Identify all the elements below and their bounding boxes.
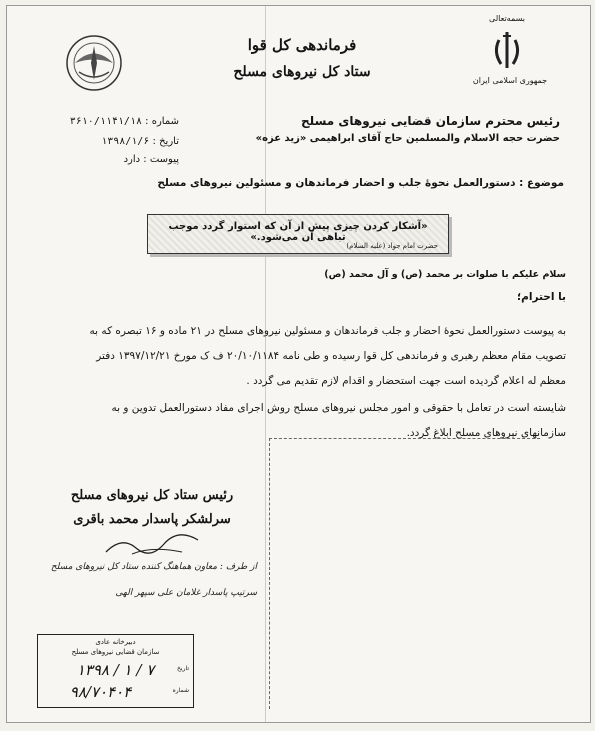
header-line-1: فرماندهی کل قوا bbox=[247, 36, 357, 54]
greeting: با احترام؛ bbox=[516, 291, 566, 303]
date-value: ۱۳۹۸/۱/۶ bbox=[101, 136, 150, 147]
body-line-4: شایسته است در تعامل با حقوقی و امور مجلس نیروهای مسلح روش اجرای مفاد دستورالعمل تدوین و به bbox=[111, 402, 566, 414]
signature-name: سرلشکر پاسدار محمد باقری bbox=[73, 512, 231, 527]
emblem-top-text: بسمه‌تعالی bbox=[489, 14, 525, 23]
body-line-2: تصویب مقام معظم رهبری و فرماندهی کل قوا رسیده و طی نامه ۲۰/۱۰/۱۱۸۴ ف ک مورخ ۱۳۹۷/۱۲/۲۱ دفتر bbox=[96, 350, 566, 362]
stamp-number: ۹۸/۷۰۴۰۴ bbox=[69, 683, 132, 701]
stamp-number-label: شماره bbox=[172, 687, 189, 694]
header-line-2: ستاد کل نیروهای مسلح bbox=[233, 64, 371, 80]
number-label: شماره : bbox=[145, 116, 179, 127]
stamp-date-label: تاریخ bbox=[177, 665, 189, 672]
quote-text: «آشکار کردن چیزی پیش از آن که استوار گردد موجب تباهی آن می‌شود.» bbox=[168, 221, 428, 243]
letter-date bbox=[69, 136, 179, 147]
subject-line: موضوع : دستورالعمل نحوهٔ جلب و احضار فرماندهان و مسئولین نیروهای مسلح bbox=[157, 177, 564, 189]
number-value: ۳۶۱۰/۱۱۴۱/۱۸ bbox=[69, 116, 142, 127]
body-line-3: معظم له اعلام گردیده است جهت استحضار و اقدام لازم تقدیم می گردد . bbox=[246, 375, 566, 387]
body-line-5: سازمانهای نیروهای مسلح ابلاغ گردد. bbox=[406, 427, 566, 439]
stamp-date: ۱۳۹۸ / ۱ / ۷ bbox=[76, 661, 155, 679]
signature-title: رئیس ستاد کل نیروهای مسلح bbox=[70, 488, 234, 503]
document-page bbox=[6, 5, 591, 723]
armed-forces-seal-icon bbox=[65, 34, 123, 92]
date-label: تاریخ : bbox=[152, 136, 179, 147]
stamp-line-1: دبیرخانه عادی bbox=[95, 638, 136, 646]
body-line-1: به پیوست دستورالعمل نحوهٔ احضار و جلب فرماندهان و مسئولین نیروهای مسلح در ۲۱ ماده و ۱۶ تبصره که به bbox=[89, 325, 566, 337]
emblem-caption: جمهوری اسلامی ایران bbox=[472, 76, 548, 85]
iran-emblem-icon bbox=[489, 28, 525, 72]
recipient-title: رئیس محترم سازمان قضایی نیروهای مسلح bbox=[301, 114, 560, 128]
salutation: سلام علیکم با صلوات بر محمد (ص) و آل محمد (ص) bbox=[324, 269, 566, 280]
letter-number bbox=[69, 116, 179, 127]
signature-scribble-icon bbox=[102, 534, 212, 562]
quote-box bbox=[147, 214, 449, 254]
stamp-line-2: سازمان قضایی نیروهای مسلح bbox=[71, 648, 160, 656]
attachment-note: پیوست : دارد bbox=[123, 154, 179, 165]
handwritten-line-2: سرتیپ پاسدار غلامان علی سپهر الهی bbox=[115, 588, 257, 598]
handwritten-line-1: از طرف : معاون هماهنگ کننده ستاد کل نیروهای مسلح bbox=[50, 562, 257, 572]
quote-source: حضرت امام جواد (علیه السلام) bbox=[346, 242, 438, 250]
blank-area bbox=[269, 438, 540, 709]
recipient-name: حضرت حجه الاسلام والمسلمین حاج آقای ابراهیمی «زید عزه» bbox=[255, 133, 560, 144]
receipt-stamp bbox=[37, 634, 194, 708]
